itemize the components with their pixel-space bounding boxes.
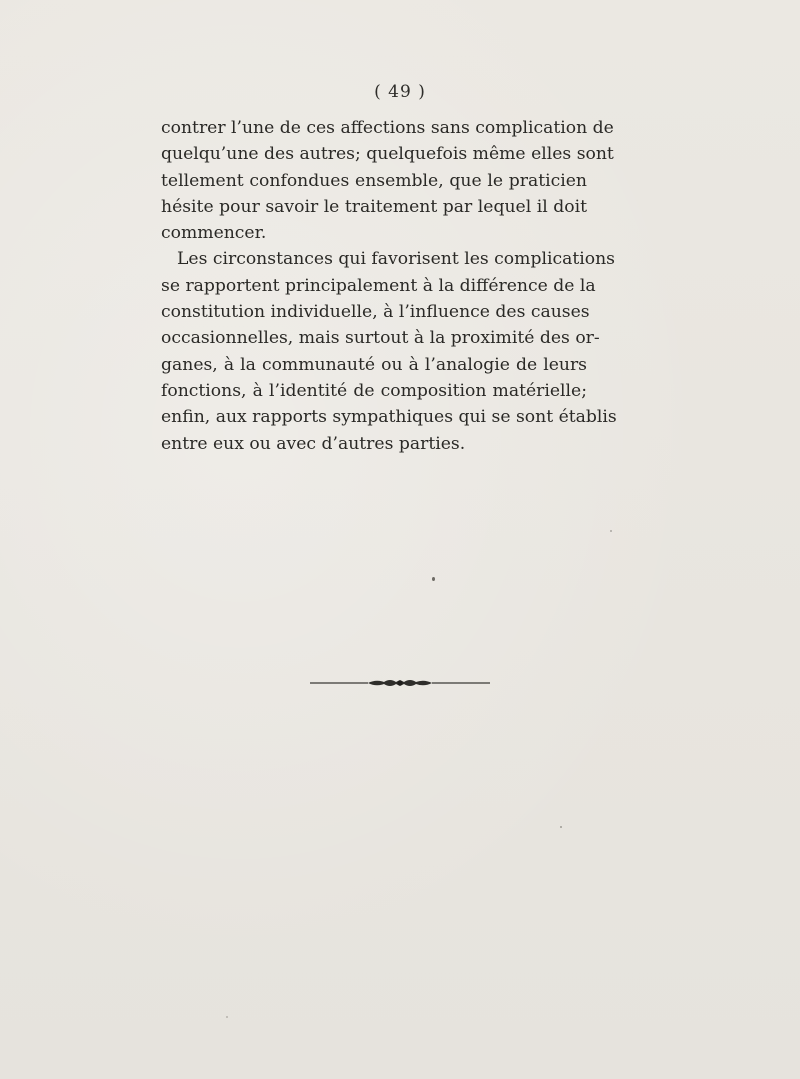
text-line: entre eux ou avec d’autres parties.: [161, 433, 466, 454]
text-line: hésite pour savoir le traitement par lequel il doit: [161, 196, 587, 217]
paper-speck: [432, 577, 435, 581]
paper-speck: [560, 826, 562, 828]
text-line: Les circonstances qui favorisent les complications: [177, 249, 615, 270]
page-number: ( 49 ): [374, 82, 426, 102]
text-line: se rapportent principalement à la différence de la: [161, 275, 596, 296]
paragraph-2: [161, 246, 617, 456]
paper-speck: [610, 530, 612, 532]
paper-speck: [226, 1016, 228, 1018]
text-line: occasionnelles, mais surtout à la proximité des or-: [161, 328, 600, 349]
text-line: contrer l’une de ces affections sans complication de: [161, 118, 614, 138]
text-line: enfin, aux rapports sympathiques qui se sont établis: [161, 407, 617, 428]
text-line: constitution individuelle, à l’influence des causes: [161, 302, 590, 323]
text-line: tellement confondues ensemble, que le praticien: [161, 170, 587, 191]
paragraph-1: [161, 115, 614, 246]
body-text: [161, 115, 617, 457]
text-line: fonctions, à l’identité de composition matérielle;: [161, 380, 587, 401]
text-line: commencer.: [161, 223, 267, 244]
tail-piece-ornament-icon: [310, 677, 490, 689]
text-line: quelqu’une des autres; quelquefois même elles sont: [161, 144, 614, 165]
text-line: ganes, à la communauté ou à l’analogie de leurs: [161, 354, 587, 375]
